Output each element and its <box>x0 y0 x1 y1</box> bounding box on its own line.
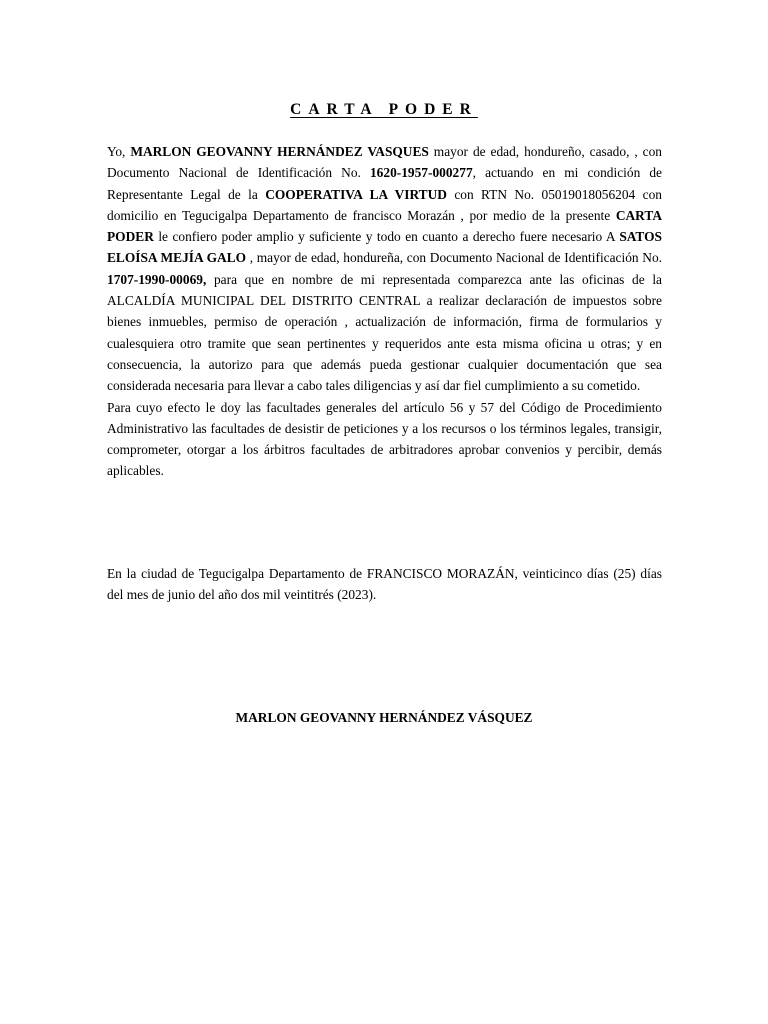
grantor-name: MARLON GEOVANNY HERNÁNDEZ VASQUES <box>130 144 429 159</box>
text-segment: Yo, <box>107 144 131 159</box>
text-segment: con RTN No. 05019018056204 con domicilio en Tegucigalpa Departamento de francisco Morazán , por medio de la presente <box>107 186 662 223</box>
power-of-attorney-paragraph <box>107 141 662 397</box>
company-name: COOPERATIVA LA VIRTUD <box>265 186 447 202</box>
text-segment: le confiero poder amplio y suficiente y todo en cuanto a derecho fuere necesario A <box>153 229 620 245</box>
signature-name: MARLON GEOVANNY HERNÁNDEZ VÁSQUEZ <box>235 710 533 725</box>
attorney-name: SATOS ELOÍSA MEJÍA GALO <box>107 229 662 266</box>
text-segment: , actuando en mi condición de Representante Legal de la <box>107 165 662 202</box>
attorney-id: 1707-1990-00069, <box>107 271 207 287</box>
text-segment: , mayor de edad, hondureña, con Documento Nacional de Identificación No. <box>246 250 663 266</box>
document-body <box>107 141 662 482</box>
text-segment: mayor de edad, hondureño, casado, , con Documento Nacional de Identificación No. <box>107 144 662 181</box>
document-reference: CARTA PODER <box>107 207 662 245</box>
place-date-paragraph: En la ciudad de Tegucigalpa Departamento de FRANCISCO MORAZÁN, veinticinco días (25) días del mes de junio del año dos mil veintitrés (2023). <box>107 566 662 603</box>
text-segment: para que en nombre de mi representada comparezca ante las oficinas de la ALCALDÍA MUNICIPAL DEL DISTRITO CENTRAL a realizar declaración de impuestos sobre bienes inmuebles, permiso de operación , actualización de información, firma de formularios y cualesquiera otro tramite que sean pertinentes y requeridos ante esta misma oficina u otras; y en consecuencia, la autorizo para que además pueda gestionar cualquier documentación que sea considerada necesaria para llevar a cabo tales diligencias y así dar fiel cumplimiento a su cometido. <box>107 271 662 394</box>
document-title: CARTA PODER <box>290 101 478 118</box>
faculties-paragraph: Para cuyo efecto le doy las facultades generales del artículo 56 y 57 del Código de Procedimiento Administrativo las facultades de desistir de peticiones y a los recursos o los términos legales, transigir, comprometer, otorgar a los árbitros facultades de arbitradores aprobar convenios y percibir, demás aplicables. <box>107 399 662 479</box>
grantor-id: 1620-1957-000277 <box>369 165 473 181</box>
